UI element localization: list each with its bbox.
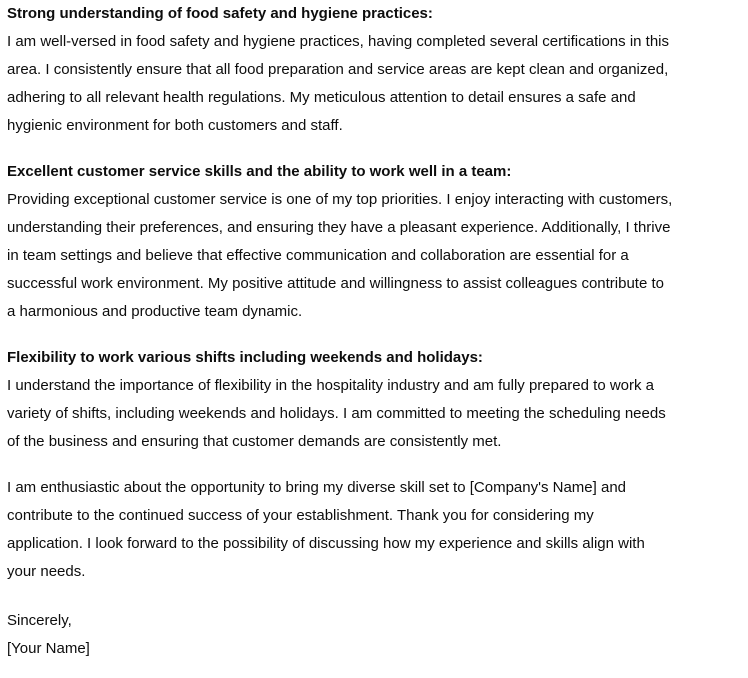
body-line: application. I look forward to the possibility of discussing how my experience and skills align with — [7, 535, 645, 552]
body-line: of the business and ensuring that customer demands are consistently met. — [7, 433, 502, 450]
section-flexibility — [7, 344, 741, 456]
body-line: hygienic environment for both customers and staff. — [7, 117, 343, 134]
body-line: understanding their preferences, and ensuring they have a pleasant experience. Additionally, I thrive — [7, 219, 671, 236]
body-line: successful work environment. My positive attitude and willingness to assist colleagues contribute to — [7, 275, 664, 292]
body-line: your needs. — [7, 563, 86, 580]
body-line: I am well-versed in food safety and hygiene practices, having completed several certifications in this — [7, 33, 669, 50]
body-line: adhering to all relevant health regulations. My meticulous attention to detail ensures a safe and — [7, 89, 636, 106]
section-customer-service — [7, 158, 741, 326]
body-line: contribute to the continued success of your establishment. Thank you for considering my — [7, 507, 594, 524]
section-heading: Strong understanding of food safety and hygiene practices: — [7, 5, 433, 22]
signature-block — [7, 607, 741, 663]
signoff: Sincerely, — [7, 612, 72, 629]
body-line: in team settings and believe that effective communication and collaboration are essential for a — [7, 247, 629, 264]
body-line: Providing exceptional customer service is one of my top priorities. I enjoy interacting with customers, — [7, 191, 673, 208]
closing-paragraph — [7, 474, 741, 586]
body-line: variety of shifts, including weekends and holidays. I am committed to meeting the scheduling needs — [7, 405, 666, 422]
body-line: I am enthusiastic about the opportunity to bring my diverse skill set to [Company's Name] and — [7, 479, 626, 496]
section-heading: Flexibility to work various shifts including weekends and holidays: — [7, 349, 483, 366]
body-line: a harmonious and productive team dynamic. — [7, 303, 303, 320]
section-heading: Excellent customer service skills and the ability to work well in a team: — [7, 163, 512, 180]
body-line: area. I consistently ensure that all food preparation and service areas are kept clean and organized, — [7, 61, 669, 78]
body-line: I understand the importance of flexibility in the hospitality industry and am fully prepared to work a — [7, 377, 655, 394]
signature-name: [Your Name] — [7, 640, 90, 657]
section-food-safety — [7, 0, 741, 140]
